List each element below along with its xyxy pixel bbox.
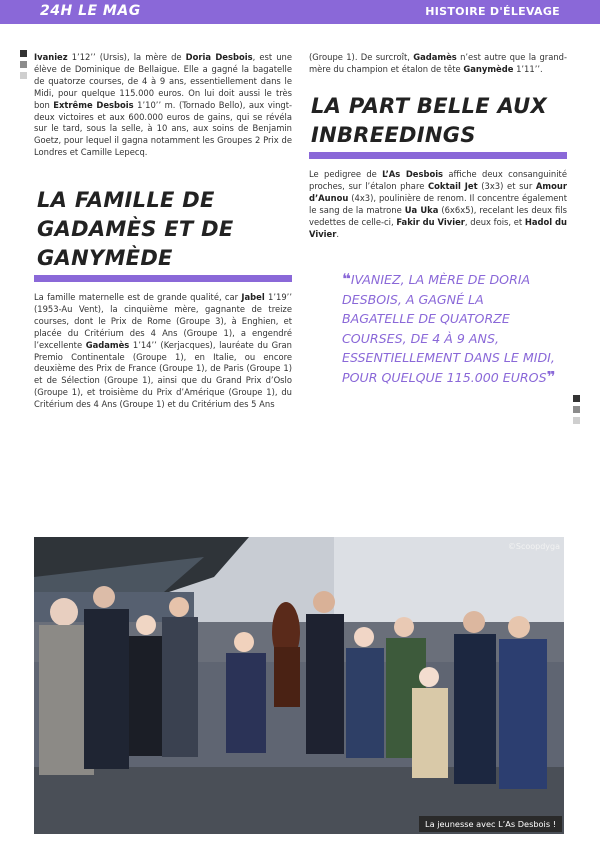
page-header: [0, 0, 600, 24]
marker-light: [573, 417, 580, 424]
open-quote-icon: ❝: [342, 270, 351, 288]
heading-underline: [34, 275, 292, 282]
continuation-paragraph: [309, 52, 567, 76]
bold-name: Amour d’Aunou: [309, 180, 567, 203]
text-run: 1’14’’ (Kerjacques), lauréate du Gran Premio Continentale (Groupe 1), en Italie, ou encore deuxième des Prix de France (Groupe 1), de Paris (Groupe 1) et de Sélection (Groupe 1), ainsi que du Grand Prix d’Oslo (Groupe 1), et troisième du Prix d’Amérique (Groupe 1), du Critérium des 4 Ans (Groupe 1) et du Critérium des 5 Ans: [34, 339, 292, 410]
text-run: Le pedigree de: [309, 169, 383, 179]
text-run: .: [336, 228, 340, 239]
bold-name: Gadamès: [413, 52, 457, 62]
photo-credit: ©Scoopdyga: [507, 542, 560, 551]
marker-dark: [573, 395, 580, 402]
group-photo: [34, 537, 564, 834]
photo-caption: La jeunesse avec L’As Desbois !: [419, 816, 562, 832]
heading-family-line: LA FAMILLE DE: [37, 188, 215, 212]
bold-name: Coktail Jet: [428, 180, 478, 191]
inbreeding-paragraph: [309, 169, 567, 240]
section-title: HISTOIRE D'ÉLEVAGE: [425, 5, 560, 18]
marker-dark: [20, 50, 27, 57]
bold-name: Jabel: [241, 292, 265, 302]
heading-underline: [309, 152, 567, 159]
text-run: (6x6x5), recelant les deux fils vedettes de celle-ci,: [309, 204, 567, 227]
bold-name: Gadamès: [85, 339, 130, 350]
heading-inbreed-line: INBREEDINGS: [311, 123, 476, 147]
heading-inbreedings: [311, 92, 547, 150]
heading-family-line: GANYMÈDE: [37, 246, 173, 270]
bold-name: L’As Desbois: [382, 169, 444, 179]
intro-paragraph: [34, 52, 292, 159]
bold-name: Ua Uka: [404, 204, 439, 215]
pull-quote: [342, 270, 557, 387]
marker-mid: [573, 406, 580, 413]
text-run: , deux fois, et: [464, 216, 525, 227]
bold-name: Extrême Desbois: [53, 99, 134, 110]
text-run: (4x3), poulinière de renom. Il concentre également le sang de la matrone: [309, 192, 567, 215]
magazine-title: 24H LE MAG: [40, 3, 141, 19]
text-run: La famille maternelle est de grande qualité, car: [34, 292, 242, 302]
text-run: 1’12’’ (Ursis), la mère de: [67, 52, 186, 62]
bold-name: Ganymède: [463, 63, 514, 74]
text-run: 1’11’’.: [513, 63, 543, 74]
photo-illustration: [34, 537, 564, 834]
bold-name: Hadol du Vivier: [309, 216, 568, 239]
bold-name: Fakir du Vivier: [396, 216, 465, 227]
text-run: 1’19’’ (1953-Au Vent), la cinquième mère, gagnante de treize courses, dont le Prix de Rome (Groupe 3), à Enghien, et placée du Critérium des 4 Ans (Groupe 1), a engendré l’excellente: [34, 292, 292, 350]
marker-light: [20, 72, 27, 79]
text-run: 1’10’’ m. (Tornado Bello), aux vingt-deux victoires et aux 600.000 euros de gains, qui se révéla sur le tard, sous la selle, à 10 ans, aux soins de Benjamin Goetz, pour lequel il gagna notamment les Groupes 2 Prix de Londres et Camille Lepecq.: [34, 99, 292, 158]
family-paragraph: [34, 292, 292, 411]
text-run: (3x3) et sur: [477, 180, 536, 191]
heading-family: [37, 186, 234, 273]
close-quote-icon: ❞: [546, 367, 556, 386]
bold-name: Ivaniez: [34, 52, 68, 62]
text-run: affiche deux consanguinité proches, sur l’étalon phare: [309, 169, 567, 191]
text-run: , est une élève de Dominique de Bellaigue. Elle a gagné la bagatelle de quatorze courses, de 4 à 9 ans, essentiellement dans le Midi, pour quelque 115.000 euros. On lui doit aussi le très bon: [34, 52, 292, 110]
text-run: n’est autre que la grand-mère du champion et étalon de tête: [309, 52, 567, 74]
heading-family-line: GADAMÈS ET DE: [37, 217, 234, 241]
pull-quote-text: IVANIEZ, LA MÈRE DE DORIA DESBOIS, A GAGNÉ LA BAGATELLE DE QUATORZE COURSES, DE 4 À 9 ANS, ESSENTIELLEMENT DANS LE MIDI, POUR QUELQUE 115.000 EUROS: [342, 272, 555, 385]
marker-mid: [20, 61, 27, 68]
bold-name: Doria Desbois: [185, 52, 253, 62]
text-run: (Groupe 1). De surcroît,: [309, 52, 414, 62]
heading-inbreed-line: LA PART BELLE AUX: [311, 94, 547, 118]
